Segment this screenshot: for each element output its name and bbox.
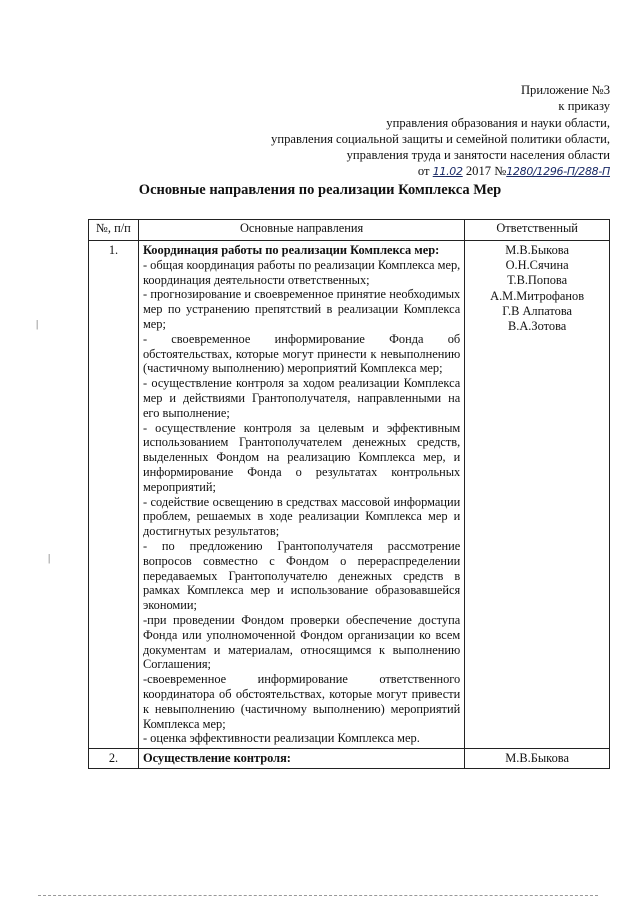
responsible-person: Т.В.Попова [507,273,568,288]
appendix-label: Приложение №3 [520,83,610,97]
handwritten-date: 11.02 [432,165,463,179]
row-heading: Осуществление контроля: [142,751,291,766]
responsible-person: О.Н.Сячина [505,258,569,273]
issuer-line-3: управления труда и занятости населения области [346,148,610,163]
responsible-person: М.В.Быкова [505,243,569,257]
row-responsible [465,241,610,749]
row-number: 1. [89,241,139,749]
issuer-line-1: управления образования и науки области, [386,115,610,130]
list-item: -при проведении Фондом проверки обеспечение доступа Фонда или уполномоченной Фондом организации ко всем документам и материалам, относящимся к выполнению Соглашения; [142,612,461,672]
list-item: - осуществление контроля за целевым и эффективным использованием Грантополучателем денежных средств, выделенных Фондом на реализацию Комплекса мер, и информирование Фонда о результатах контрольных мероприятий; [142,420,461,494]
directions-table [88,219,610,769]
scan-edge-line [38,895,598,896]
row-responsible [465,749,610,769]
row-directions [138,749,464,769]
row-heading: Координация работы по реализации Комплекса мер: [142,243,440,257]
order-ref: к приказу [558,99,610,114]
list-item: - содействие освещению в средствах массовой информации проблем, решаемых в ходе реализации Комплекса мер и достигнутых результатов; [142,494,461,539]
row-number: 2. [89,749,139,769]
list-item: - оценка эффективности реализации Комплекса мер. [142,731,420,746]
header-number: №, п/п [89,220,139,241]
responsible-person: М.В.Быкова [505,751,569,766]
margin-mark: | [36,318,39,330]
list-item: - осуществление контроля за ходом реализации Комплекса мер и действиями Грантополучателя, направленными на его выполнение; [142,376,461,420]
margin-mark: | [48,552,51,564]
responsible-person: А.М.Митрофанов [490,288,585,303]
issuer-line-2: управления социальной защиты и семейной политики области, [271,131,610,146]
table-row [89,749,610,769]
table-header-row [89,220,610,241]
list-item: -своевременное информирование ответственного координатора об обстоятельствах, которые могут привести к невыполнению (частичному выполнению) мероприятий Комплекса мер; [142,672,461,731]
handwritten-number: 1280/1296-П/288-П [506,165,610,179]
document-title: Основные направления по реализации Комплекса Мер [138,182,502,198]
date-number-line [271,163,610,180]
responsible-person: В.А.Зотова [507,319,567,334]
row-directions [138,241,464,749]
document-header [271,82,610,181]
table-row [89,241,610,749]
list-item: - общая координация работы по реализации Комплекса мер, координация деятельности ответственных; [142,257,461,287]
date-prefix: от [417,164,430,179]
list-item: - по предложению Грантополучателя рассмотрение вопросов совместно с Фондом о перераспределении передаваемых Грантополучателю денежных средств в рамках Комплекса мер и использование образовавшейся экономии; [142,538,461,613]
header-responsible: Ответственный [465,220,610,241]
header-directions: Основные направления [138,220,464,241]
year-label: 2017 № [465,164,507,179]
responsible-person: Г.В Алпатова [502,303,573,318]
list-item: - своевременное информирование Фонда об обстоятельствах, которые могут принести к невыполнению (частичному выполнению) мероприятий Комплекса мер; [142,331,461,376]
list-item: - прогнозирование и своевременное принятие необходимых мер по устранению препятствий в реализации Комплекса мер; [142,287,461,331]
